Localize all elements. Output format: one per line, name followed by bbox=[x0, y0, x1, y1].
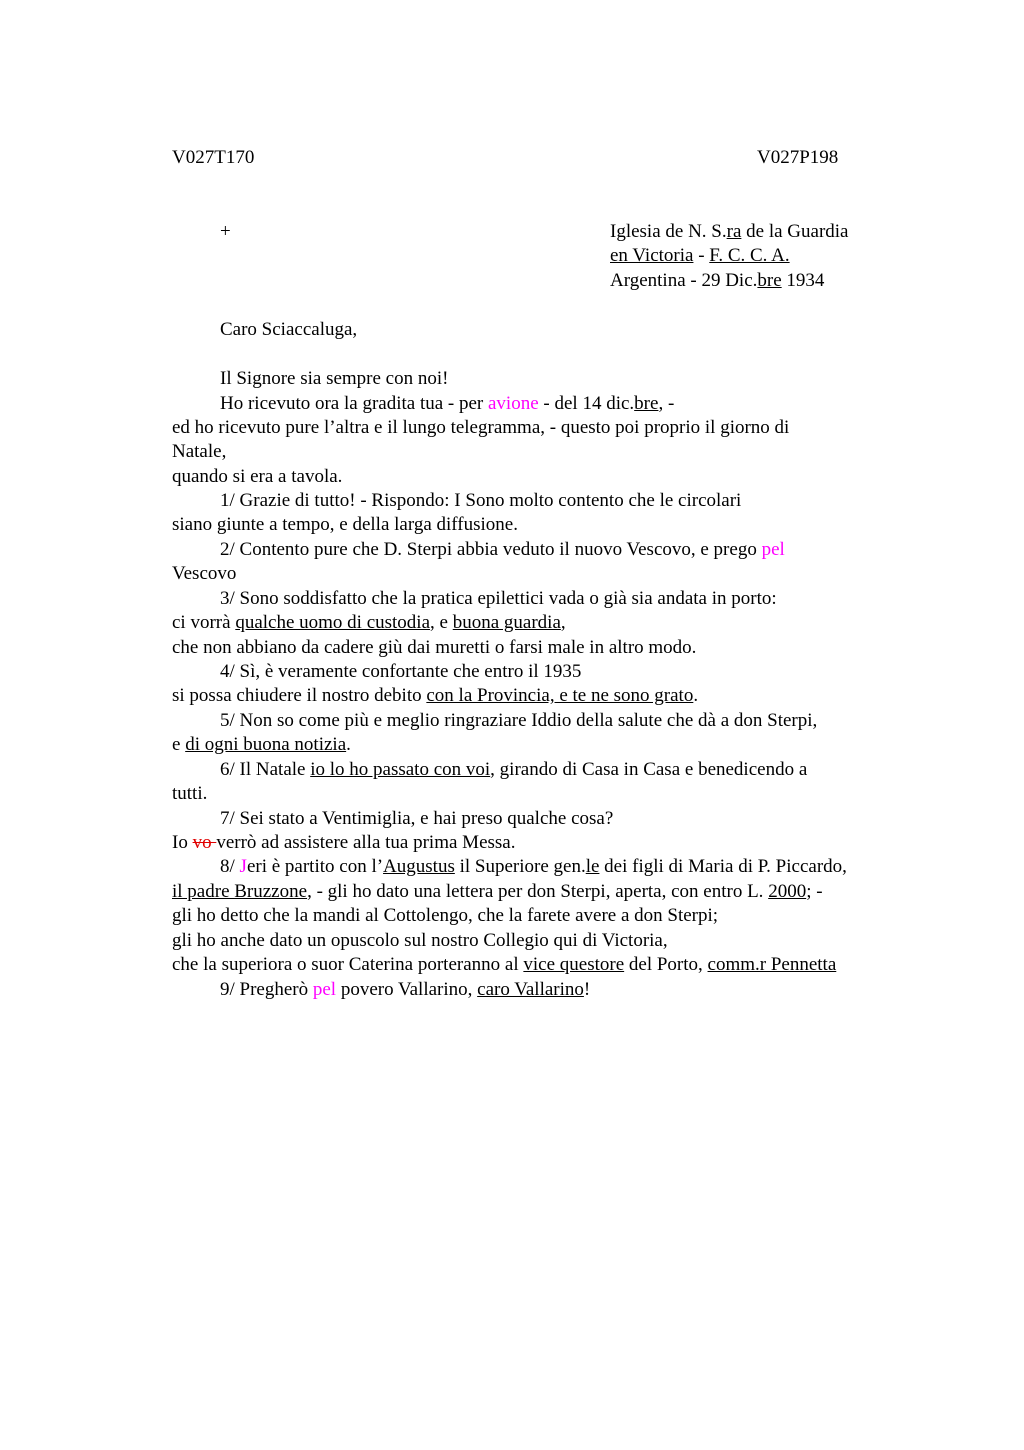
text-line: il padre Bruzzone, - gli ho dato una lettera per don Sterpi, aperta, con entro L. 2000; - bbox=[172, 881, 823, 902]
text-line: Io vo verrò ad assistere alla tua prima Messa. bbox=[172, 832, 516, 853]
text-line: che non abbiano da cadere giù dai muretti o farsi male in altro modo. bbox=[172, 637, 697, 658]
struck-word: vo bbox=[192, 832, 217, 853]
document-code-right: V027P198 bbox=[757, 147, 839, 168]
document-code-left: V027T170 bbox=[172, 147, 255, 168]
address-line-1: Iglesia de N. S.ra de la Guardia bbox=[610, 221, 849, 242]
cross-symbol: + bbox=[220, 221, 231, 242]
text-line: tutti. bbox=[172, 783, 208, 804]
text-line: ed ho ricevuto pure l’altra e il lungo telegramma, - questo poi proprio il giorno di bbox=[172, 417, 790, 438]
text-line: Ho ricevuto ora la gradita tua - per avione - del 14 dic.bre, - bbox=[220, 393, 675, 414]
text-line: Vescovo bbox=[172, 563, 237, 584]
text-line: 7/ Sei stato a Ventimiglia, e hai preso qualche cosa? bbox=[220, 808, 614, 829]
address-line-2: en Victoria - F. C. C. A. bbox=[610, 245, 790, 266]
text-line: quando si era a tavola. bbox=[172, 466, 343, 487]
salutation: Caro Sciaccaluga, bbox=[220, 319, 358, 340]
text-line: 8/ Jeri è partito con l’Augustus il Superiore gen.le dei figli di Maria di P. Piccardo, bbox=[220, 856, 847, 877]
text-line: Natale, bbox=[172, 441, 227, 462]
text-line: 2/ Contento pure che D. Sterpi abbia veduto il nuovo Vescovo, e prego pel bbox=[220, 539, 785, 560]
text-line: 6/ Il Natale io lo ho passato con voi, girando di Casa in Casa e benedicendo a bbox=[220, 759, 808, 780]
text-line: che la superiora o suor Caterina porteranno al vice questore del Porto, comm.r Pennetta bbox=[172, 954, 837, 975]
text-line: 4/ Sì, è veramente confortante che entro il 1935 bbox=[220, 661, 582, 682]
text-line: siano giunte a tempo, e della larga diffusione. bbox=[172, 514, 518, 535]
text-line: 1/ Grazie di tutto! - Rispondo: I Sono molto contento che le circolari bbox=[220, 490, 742, 511]
text-line: gli ho anche dato un opuscolo sul nostro Collegio qui di Victoria, bbox=[172, 930, 668, 951]
text-line: 5/ Non so come più e meglio ringraziare Iddio della salute che dà a don Sterpi, bbox=[220, 710, 818, 731]
text-line: 3/ Sono soddisfatto che la pratica epilettici vada o già sia andata in porto: bbox=[220, 588, 777, 609]
address-line-3: Argentina - 29 Dic.bre 1934 bbox=[610, 270, 825, 291]
text-line: 9/ Pregherò pel povero Vallarino, caro Vallarino! bbox=[220, 979, 591, 1000]
text-line: gli ho detto che la mandi al Cottolengo, che la farete avere a don Sterpi; bbox=[172, 905, 719, 926]
text-line: si possa chiudere il nostro debito con la Provincia, e te ne sono grato. bbox=[172, 685, 699, 706]
text-line: Il Signore sia sempre con noi! bbox=[220, 368, 449, 389]
text-line: ci vorrà qualche uomo di custodia, e buona guardia, bbox=[172, 612, 566, 633]
text-line: e di ogni buona notizia. bbox=[172, 734, 351, 755]
